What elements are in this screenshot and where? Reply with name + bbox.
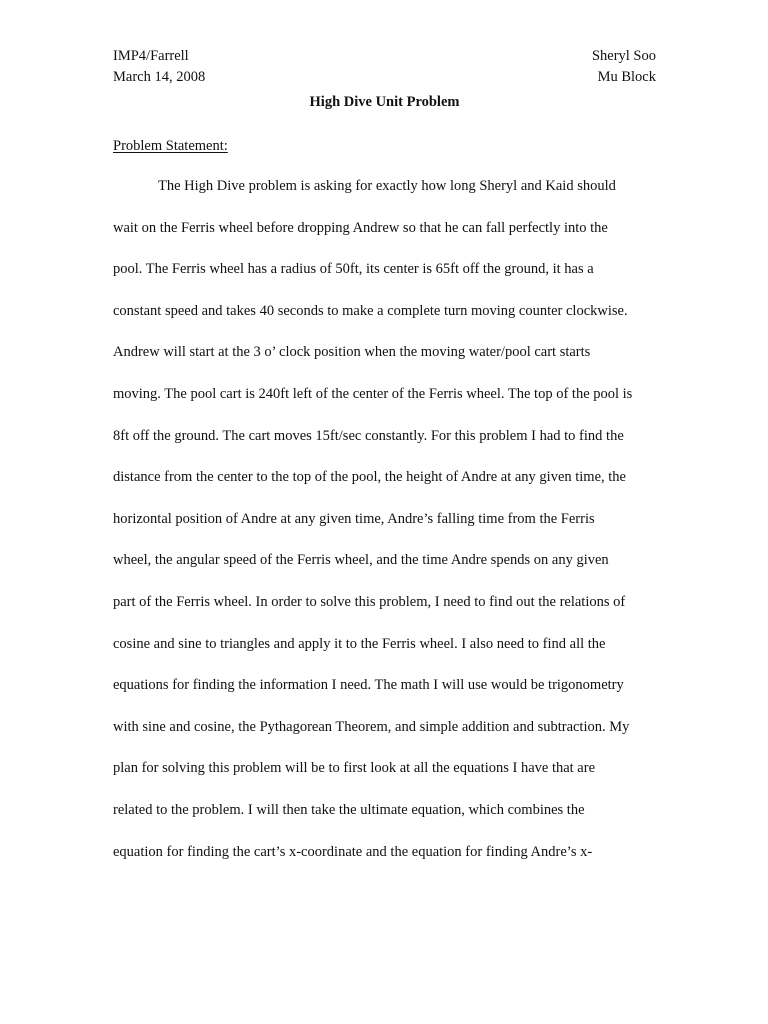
body-line: distance from the center to the top of the pool, the height of Andre at any given time, the	[113, 469, 626, 486]
body-line: wait on the Ferris wheel before dropping Andrew so that he can fall perfectly into the	[113, 219, 608, 236]
body-paragraph	[113, 176, 658, 883]
body-line: equations for finding the information I need. The math I will use would be trigonometry	[113, 677, 624, 694]
body-line: cosine and sine to triangles and apply it to the Ferris wheel. I also need to find all the	[113, 635, 606, 652]
document-header	[113, 46, 656, 88]
body-line: moving. The pool cart is 240ft left of the center of the Ferris wheel. The top of the pool is	[113, 385, 633, 402]
student-name: Sheryl Soo	[591, 48, 656, 64]
body-line: with sine and cosine, the Pythagorean Theorem, and simple addition and subtraction. My	[113, 718, 630, 735]
body-line: related to the problem. I will then take the ultimate equation, which combines the	[113, 801, 585, 818]
body-line: 8ft off the ground. The cart moves 15ft/sec constantly. For this problem I had to find the	[113, 427, 624, 444]
course-label: IMP4/Farrell	[113, 48, 189, 64]
body-line: wheel, the angular speed of the Ferris wheel, and the time Andre spends on any given	[113, 552, 609, 569]
body-line: plan for solving this problem will be to first look at all the equations I have that are	[113, 760, 596, 777]
body-line: horizontal position of Andre at any given time, Andre’s falling time from the Ferris	[113, 510, 595, 527]
header-row-2	[113, 67, 656, 88]
class-block: Mu Block	[597, 69, 656, 85]
body-line: Andrew will start at the 3 o’ clock position when the moving water/pool cart starts	[113, 344, 591, 361]
document-date: March 14, 2008	[113, 69, 206, 85]
body-line: The High Dive problem is asking for exactly how long Sheryl and Kaid should	[158, 178, 616, 194]
header-row-1	[113, 46, 656, 67]
body-line: part of the Ferris wheel. In order to solve this problem, I need to find out the relations of	[113, 593, 626, 610]
body-line: pool. The Ferris wheel has a radius of 50ft, its center is 65ft off the ground, it has a	[113, 261, 594, 278]
body-line: constant speed and takes 40 seconds to make a complete turn moving counter clockwise.	[113, 302, 628, 319]
document-title: High Dive Unit Problem	[309, 94, 460, 110]
body-line: equation for finding the cart’s x-coordinate and the equation for finding Andre’s x-	[113, 843, 593, 860]
section-heading: Problem Statement:	[113, 138, 228, 154]
